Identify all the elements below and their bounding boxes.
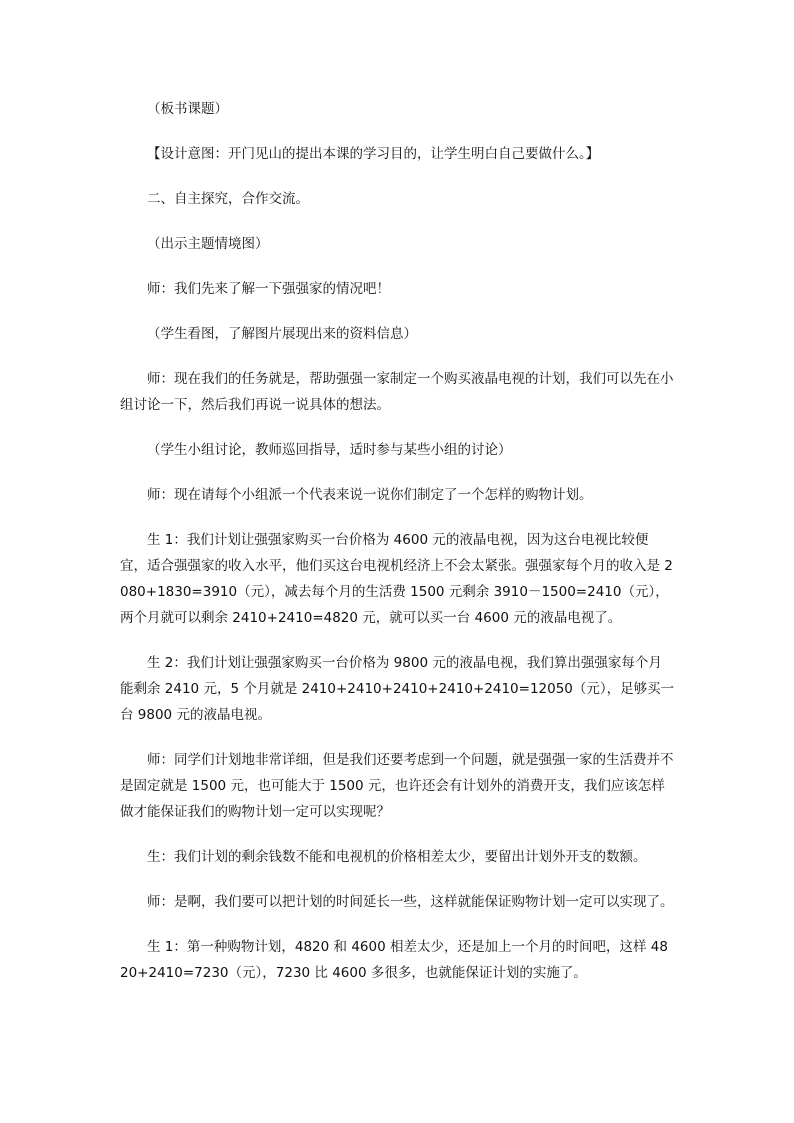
paragraph-teacher-task: 师：现在我们的任务就是，帮助强强一家制定一个购买液晶电视的计划，我们可以先在小组讨论一下，然后我们再说一说具体的想法。 [120,371,674,413]
document-body [120,96,675,1005]
paragraph-student-1-revised: 生 1：第一种购物计划，4820 和 4600 相差太少，还是加上一个月的时间吧，这样 4820+2410=7230（元），7230 比 4600 多很多，也就能保证计划的实施了。 [120,939,668,981]
paragraph-students-look: （学生看图，了解图片展现出来的资料信息） [147,326,417,342]
paragraph-teacher-intro: 师：我们先来了解一下强强家的情况吧！ [147,281,390,297]
paragraph-design-intent: 【设计意图：开门见山的提出本课的学习目的，让学生明白自己要做什么。】 [147,146,600,162]
paragraph-teacher-confirm: 师：是啊，我们要可以把计划的时间延长一些，这样就能保证购物计划一定可以实现了。 [147,894,674,910]
paragraph-section-heading: 二、自主探究，合作交流。 [147,191,309,207]
paragraph-student-1-plan: 生 1：我们计划让强强家购买一台价格为 4600 元的液晶电视，因为这台电视比较便宜，适合强强家的收入水平，他们买这台电视机经济上不会太紧张。强强家每个月的收入是 2080+1830=3910（元），减去每个月的生活费 1500 元剩余 3910－1500=2410（元），两个月就可以剩余 2410+2410=4820 元，就可以买一台 4600 元的液晶电视了。 [120,532,673,626]
paragraph-teacher-request: 师：现在请每个小组派一个代表来说一说你们制定了一个怎样的购物计划。 [147,487,593,503]
paragraph-show-scene: （出示主题情境图） [147,236,269,252]
paragraph-group-discussion: （学生小组讨论，教师巡回指导，适时参与某些小组的讨论） [147,442,512,458]
paragraph-student-answer: 生：我们计划的剩余钱数不能和电视机的价格相差太少，要留出计划外开支的数额。 [147,849,647,865]
paragraph-board-title: （板书课题） [147,101,228,117]
paragraph-teacher-question: 师：同学们计划地非常详细，但是我们还要考虑到一个问题，就是强强一家的生活费并不是固定就是 1500 元，也可能大于 1500 元，也许还会有计划外的消费开支，我们应该怎样做才能保证我们的购物计划一定可以实现呢？ [120,752,674,820]
paragraph-student-2-plan: 生 2：我们计划让强强家购买一台价格为 9800 元的液晶电视，我们算出强强家每个月能剩余 2410 元，5 个月就是 2410+2410+2410+2410+2410=12050（元），足够买一台 9800 元的液晶电视。 [120,655,675,723]
